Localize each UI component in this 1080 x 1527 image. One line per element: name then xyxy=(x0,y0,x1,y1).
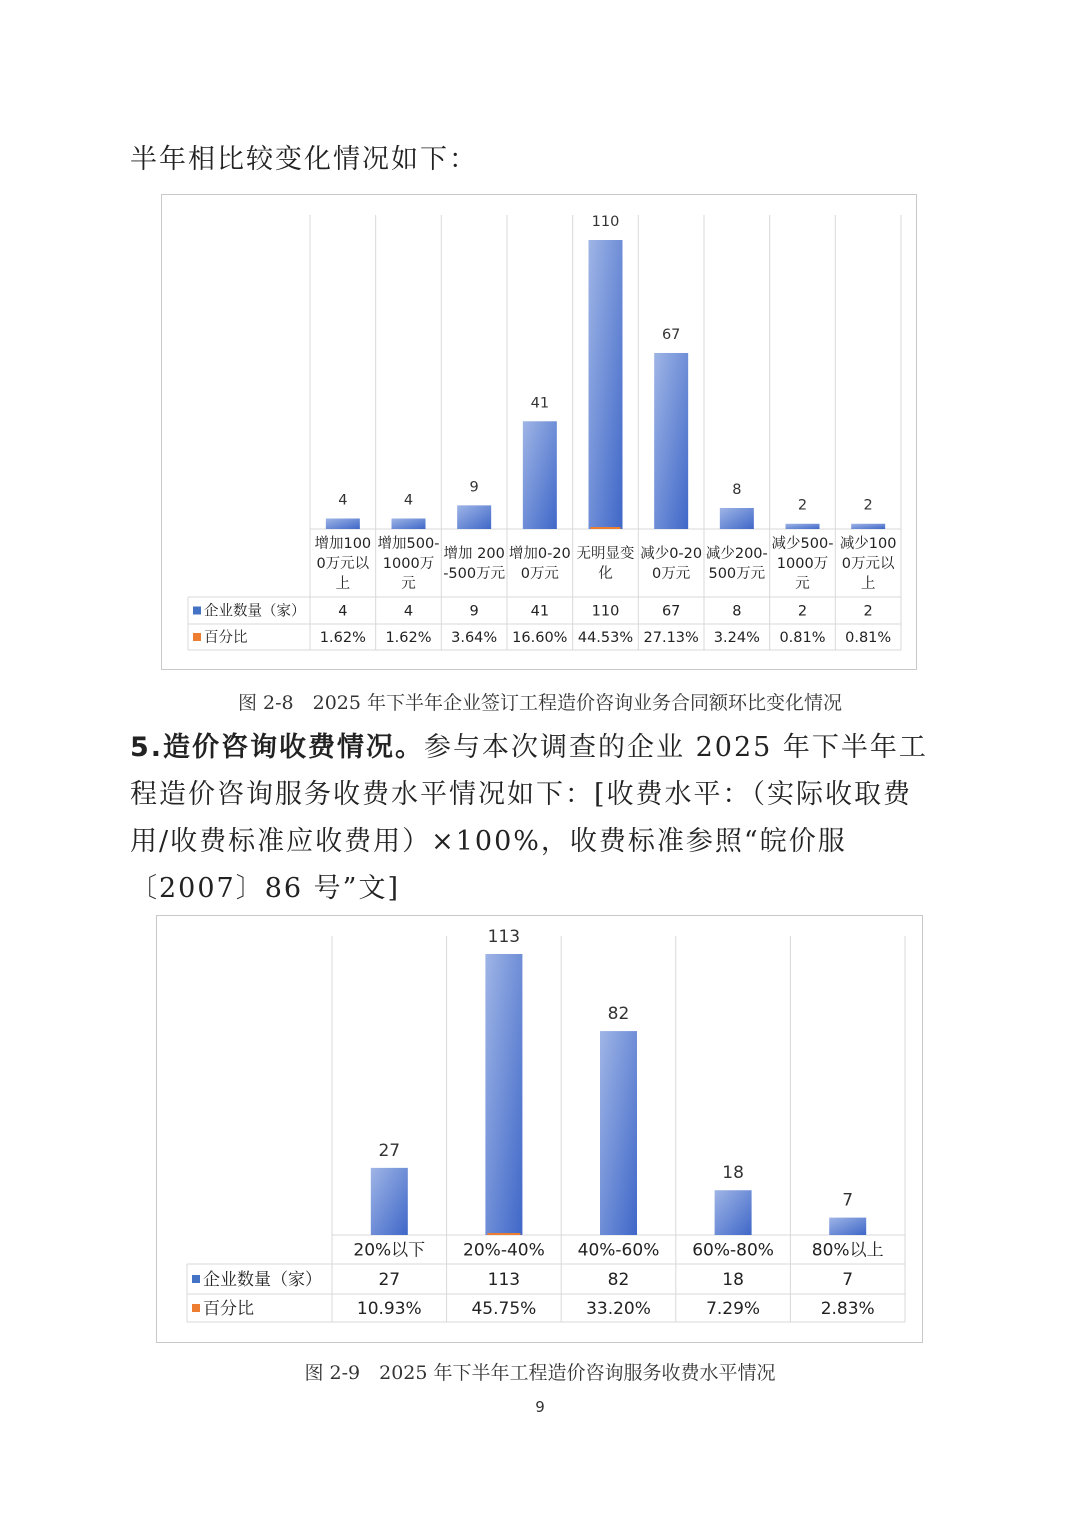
data-label: 2 xyxy=(863,497,873,514)
page-number: 9 xyxy=(535,1398,545,1416)
table-cell: 3.24% xyxy=(713,630,760,647)
data-label: 2 xyxy=(797,497,808,514)
table-cell: 2.83% xyxy=(820,1299,875,1320)
table-cell: 2 xyxy=(797,603,808,620)
category-label: 减少100 xyxy=(839,536,897,553)
table-cell: 18 xyxy=(722,1270,744,1291)
category-label: 0万元以 xyxy=(841,556,895,573)
table-cell: 16.60% xyxy=(512,630,568,647)
bar xyxy=(392,518,426,529)
category-label: 1000万 xyxy=(382,556,435,573)
category-label: 减少200- xyxy=(705,546,768,563)
bar xyxy=(715,1190,752,1235)
figure-2-9-svg xyxy=(157,916,924,1344)
data-label: 113 xyxy=(487,927,521,947)
table-cell: 7 xyxy=(842,1270,854,1291)
data-label: 82 xyxy=(607,1004,630,1025)
legend-label: 企业数量（家） xyxy=(204,603,306,620)
legend-swatch xyxy=(192,1304,200,1312)
category-label: 40%-60% xyxy=(577,1240,660,1261)
data-label: 8 xyxy=(732,481,742,498)
data-label: 7 xyxy=(842,1190,854,1211)
bar xyxy=(485,954,522,1235)
category-label: 元 xyxy=(401,576,416,593)
category-label: -500万元 xyxy=(443,566,506,583)
table-cell: 10.93% xyxy=(356,1299,422,1320)
category-label: 上 xyxy=(335,576,351,593)
data-label: 9 xyxy=(469,479,479,496)
category-label: 元 xyxy=(795,576,810,593)
data-label: 41 xyxy=(530,395,550,412)
category-label: 减少500- xyxy=(771,536,834,553)
category-label: 化 xyxy=(598,566,613,583)
category-label: 20%-40% xyxy=(463,1240,545,1261)
table-cell: 3.64% xyxy=(451,630,498,647)
table-cell: 82 xyxy=(607,1270,630,1291)
category-label: 减少0-20 xyxy=(640,546,703,563)
data-label: 18 xyxy=(722,1163,744,1184)
category-label: 20%以下 xyxy=(353,1240,426,1261)
legend-swatch xyxy=(193,607,201,615)
bar xyxy=(326,518,360,529)
table-cell: 45.75% xyxy=(471,1299,537,1320)
legend-label: 百分比 xyxy=(203,1299,254,1320)
section-5-heading: 5.造价咨询收费情况。 xyxy=(130,732,425,763)
data-label: 4 xyxy=(403,492,414,509)
table-cell: 27.13% xyxy=(643,630,699,647)
category-label: 80%以上 xyxy=(811,1240,884,1261)
table-cell: 110 xyxy=(591,603,620,620)
table-cell: 44.53% xyxy=(577,630,634,647)
category-label: 500万元 xyxy=(708,566,766,583)
table-cell: 4 xyxy=(338,603,348,620)
bar xyxy=(829,1218,866,1235)
table-cell: 67 xyxy=(661,603,681,620)
category-label: 上 xyxy=(860,576,876,593)
category-label: 1000万 xyxy=(776,556,829,573)
figure-2-8-chart xyxy=(161,194,917,670)
data-label: 67 xyxy=(661,326,681,343)
bar xyxy=(654,353,688,529)
bar xyxy=(720,508,754,529)
table-cell: 8 xyxy=(732,603,742,620)
figure-2-8-svg xyxy=(162,195,918,671)
category-label: 增加 200 xyxy=(443,546,505,563)
table-cell: 1.62% xyxy=(319,630,366,647)
category-label: 0万元 xyxy=(652,566,691,583)
bar xyxy=(600,1031,637,1235)
bar xyxy=(371,1168,408,1235)
percent-bar xyxy=(591,527,621,529)
section-5-body: 参与本次调查的企业 2025 年下半年工程造价咨询服务收费水平情况如下：[收费水平：（实际收取费用/收费标准应收费用）×100%，收费标准参照“皖价服〔2007〕86 号”文] xyxy=(130,732,928,904)
legend-swatch xyxy=(193,633,201,641)
data-label: 4 xyxy=(338,492,348,509)
figure-2-8-caption: 图 2-8 2025 年下半年企业签订工程造价咨询业务合同额环比变化情况 xyxy=(237,692,843,714)
table-cell: 9 xyxy=(469,603,479,620)
category-label: 60%-80% xyxy=(692,1240,774,1261)
category-label: 增加0-20 xyxy=(508,546,571,563)
bar xyxy=(457,505,491,529)
table-cell: 7.29% xyxy=(706,1299,761,1320)
data-label: 27 xyxy=(378,1140,401,1161)
figure-2-9-chart xyxy=(156,915,923,1343)
intro-paragraph: 半年相比较变化情况如下： xyxy=(130,144,478,175)
category-label: 0万元 xyxy=(520,566,559,583)
category-label: 增加500- xyxy=(377,536,440,553)
bar xyxy=(589,240,623,529)
bar xyxy=(851,524,885,529)
percent-bar xyxy=(487,1233,520,1235)
bar xyxy=(523,421,557,529)
legend-label: 企业数量（家） xyxy=(203,1270,322,1291)
category-label: 0万元以 xyxy=(316,556,370,573)
data-label: 110 xyxy=(591,214,620,230)
table-cell: 41 xyxy=(530,603,550,620)
table-cell: 2 xyxy=(863,603,873,620)
table-cell: 113 xyxy=(487,1270,521,1291)
table-cell: 33.20% xyxy=(586,1299,651,1320)
category-label: 无明显变 xyxy=(576,546,635,563)
figure-2-9-caption: 图 2-9 2025 年下半年工程造价咨询服务收费水平情况 xyxy=(304,1362,776,1384)
legend-swatch xyxy=(192,1275,200,1283)
table-cell: 4 xyxy=(403,603,414,620)
section-5-paragraph xyxy=(130,724,952,912)
table-cell: 1.62% xyxy=(385,630,432,647)
legend-label: 百分比 xyxy=(204,630,248,647)
table-cell: 0.81% xyxy=(779,630,826,647)
bar xyxy=(786,524,820,529)
table-cell: 27 xyxy=(378,1270,401,1291)
category-label: 增加100 xyxy=(314,536,372,553)
table-cell: 0.81% xyxy=(845,630,892,647)
